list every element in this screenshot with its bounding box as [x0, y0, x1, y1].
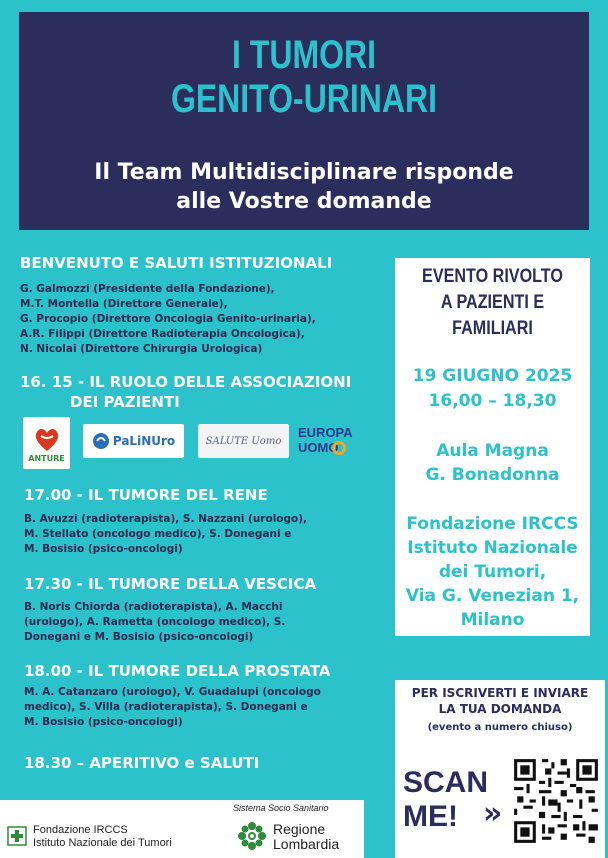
int-org-line-2: Istituto Nazionale dei Tumori [33, 837, 172, 849]
salute-uomo-logo [198, 424, 289, 458]
palinuro-logo [83, 424, 184, 458]
welcome-line: G. Galmozzi (Presidente della Fondazione), [20, 283, 275, 295]
event-audience-line: FAMILIARI [452, 318, 533, 339]
europa-uomo-logo [298, 425, 358, 465]
regione-line-2: Lombardia [273, 836, 340, 852]
anture-label: ANTURE [28, 453, 65, 463]
session-3-line: Donegani e M. Bosisio (psico-oncologi) [24, 631, 254, 643]
palinuro-icon [92, 432, 110, 450]
me-text: ME! [403, 800, 458, 833]
title-line-2: GENITO-URINARI [170, 77, 438, 121]
session-3-line: (urologo), A. Rametta (oncologo medico), S. [24, 616, 286, 628]
session-1-heading [20, 372, 351, 392]
event-audience-line: EVENTO RIVOLTO [422, 266, 563, 287]
venue-line: dei Tumori, [438, 562, 547, 582]
event-room-1: Aula Magna [436, 441, 549, 461]
registration-title [395, 685, 605, 717]
venue-line: Milano [460, 610, 525, 630]
int-cross-logo-icon [7, 826, 27, 846]
welcome-title: BENVENUTO E SALUTI ISTITUZIONALI [20, 254, 333, 272]
subtitle-line-2: alle Vostre domande [176, 189, 432, 214]
qr-code[interactable] [511, 756, 601, 846]
event-date: 19 GIUGNO 2025 [412, 366, 573, 386]
regione-line-1: Regione [273, 821, 326, 837]
session-2-line: M. Stellato (oncologo medico), S. Donegani e [24, 528, 292, 540]
session-1-time: 16. 15 - [20, 373, 85, 391]
session-3-heading [24, 574, 316, 594]
session-3-time: 17.30 - [24, 575, 83, 593]
event-room-2: G. Bonadonna [425, 465, 560, 485]
session-4-line: M. A. Catanzaro (urologo), V. Guadalupi (oncologo [24, 686, 321, 698]
anture-heart-icon [32, 424, 62, 454]
session-1-title: IL RUOLO DELLE ASSOCIAZIONI [89, 373, 352, 391]
header-banner [19, 12, 589, 230]
salute-uomo-label: SALUTE Uomo [205, 435, 282, 447]
regione-lombardia-rose-icon [236, 820, 268, 852]
session-4-title: IL TUMORE DELLA PROSTATA [88, 662, 331, 680]
session-2-title: IL TUMORE DEL RENE [88, 486, 268, 504]
palinuro-label: PaLiNUro [112, 434, 176, 448]
session-1-title-2: DEI PAZIENTI [70, 393, 180, 411]
session-2-time: 17.00 - [24, 486, 83, 504]
anture-logo [23, 417, 70, 469]
event-hours: 16,00 – 18,30 [428, 391, 557, 411]
session-2-heading [24, 485, 268, 505]
session-3-line: B. Noris Chiorda (radioterapista), A. Macchi [24, 601, 283, 613]
europa-label: EUROPA [298, 425, 353, 440]
session-4-time: 18.00 - [24, 662, 83, 680]
welcome-line: M.T. Montella (Direttore Generale), [20, 298, 228, 310]
registration-box [395, 680, 605, 858]
int-org-line-1: Fondazione IRCCS [33, 824, 128, 836]
event-info-box [395, 258, 590, 636]
uomo-label: UOMO [298, 440, 339, 455]
session-2-line: B. Avuzzi (radioterapista), S. Nazzani (urologo), [24, 513, 308, 525]
registration-title-2: LA TUA DOMANDA [438, 702, 562, 716]
title-line-1: I TUMORI [232, 33, 376, 77]
venue-line: Fondazione IRCCS [406, 514, 579, 534]
session-4-line: medico), S. Villa (radioterapista), S. Donegani e [24, 701, 308, 713]
session-4-heading [24, 661, 331, 681]
venue-line: Istituto Nazionale [407, 538, 578, 558]
registration-note: (evento a numero chiuso) [427, 722, 573, 733]
regione-name [273, 822, 339, 852]
welcome-line: N. Nicolai (Direttore Chirurgia Urologica) [20, 343, 263, 355]
welcome-line: A.R. Filippi (Direttore Radioterapia Oncologica), [20, 328, 305, 340]
event-audience-line: A PAZIENTI E [440, 292, 545, 313]
subtitle [19, 158, 589, 216]
session-4-line: M. Bosisio (psico-oncologi) [24, 716, 183, 728]
venue-line: Via G. Venezian 1, [405, 586, 580, 606]
scan-text: SCAN [403, 766, 489, 799]
scan-me-label [403, 766, 488, 834]
system-label: Sistema Socio Sanitario [233, 803, 329, 813]
session-5-heading [24, 753, 259, 773]
footer [0, 800, 364, 858]
welcome-line: G. Procopio (Direttore Oncologia Genito-urinaria), [20, 313, 316, 325]
subtitle-line-1: Il Team Multidisciplinare risponde [94, 160, 514, 185]
session-3-title: IL TUMORE DELLA VESCICA [88, 575, 317, 593]
registration-title-1: PER ISCRIVERTI E INVIARE [411, 686, 589, 700]
double-chevron-icon: » [483, 796, 503, 831]
int-org-name [33, 824, 172, 850]
session-5-time: 18.30 – [24, 754, 85, 772]
male-symbol-icon [332, 441, 346, 455]
session-5-title: APERITIVO e SALUTI [89, 754, 260, 772]
event-audience [410, 264, 576, 342]
session-2-line: M. Bosisio (psico-oncologi) [24, 543, 183, 555]
